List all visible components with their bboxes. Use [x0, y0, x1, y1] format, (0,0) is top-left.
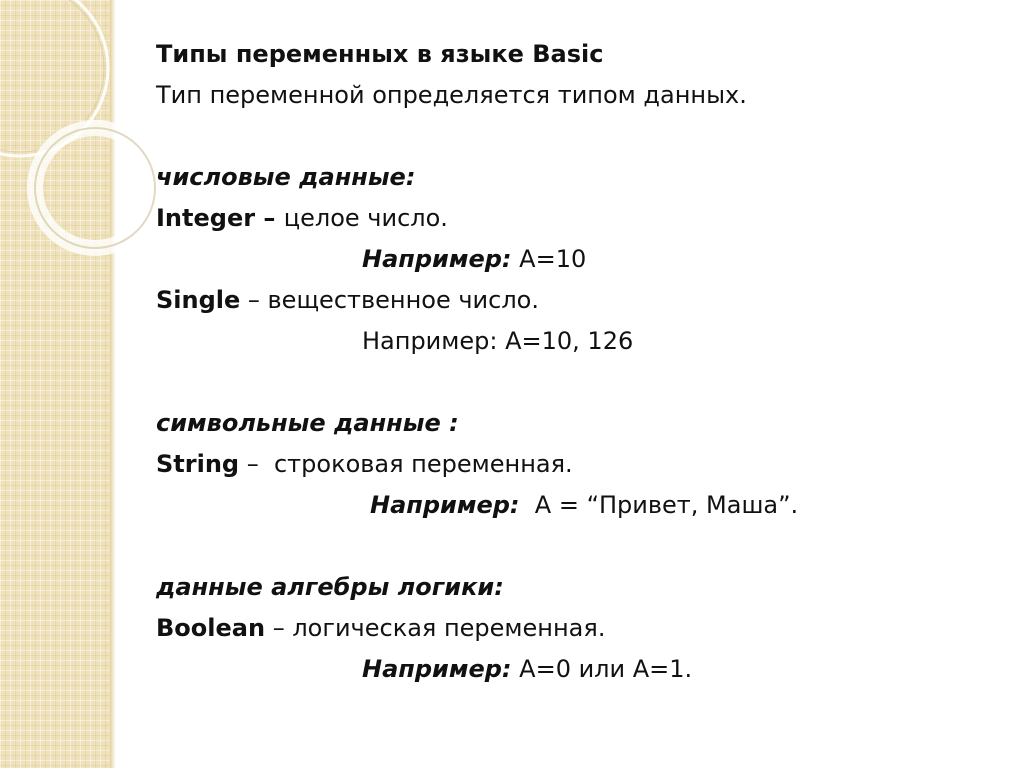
type-description: целое число.: [283, 204, 448, 232]
example-string: [156, 485, 996, 526]
type-description: – вещественное число.: [240, 286, 539, 314]
slide-title: [156, 34, 996, 75]
example-label: Например:: [370, 491, 520, 519]
section-heading-logic: данные алгебры логики:: [156, 573, 504, 601]
example-label: Например:: [362, 655, 512, 683]
example-value: А=10: [511, 245, 587, 273]
example-integer: [156, 239, 996, 280]
type-definition-boolean: [156, 608, 996, 649]
decorative-rings-graphic: [0, 0, 160, 300]
spacer: [156, 116, 996, 157]
type-definition-integer: [156, 198, 996, 239]
example-label: Например:: [362, 245, 512, 273]
example-value: А = “Привет, Маша”.: [519, 491, 799, 519]
type-name: Boolean: [156, 614, 266, 642]
example-single: [156, 321, 996, 362]
type-name: String: [156, 450, 240, 478]
example-value: А=0 или А=1.: [511, 655, 693, 683]
slide-content: [156, 34, 996, 690]
slide-title-suffix: Basic: [532, 40, 604, 68]
type-description: – логическая переменная.: [265, 614, 606, 642]
section-heading-numeric: числовые данные:: [156, 163, 416, 191]
example-value: А=10, 126: [497, 327, 634, 355]
type-description: – строковая переменная.: [239, 450, 573, 478]
example-boolean: [156, 649, 996, 690]
type-definition-string: [156, 444, 996, 485]
slide-subtitle: Тип переменной определяется типом данных.: [156, 81, 747, 109]
spacer: [156, 526, 996, 567]
spacer: [156, 362, 996, 403]
slide-title-prefix: Типы переменных в языке: [156, 40, 533, 68]
type-name: Single: [156, 286, 241, 314]
section-heading-string: символьные данные :: [156, 409, 459, 437]
type-definition-single: [156, 280, 996, 321]
example-label: Например:: [362, 327, 498, 355]
type-name: Integer –: [156, 204, 284, 232]
